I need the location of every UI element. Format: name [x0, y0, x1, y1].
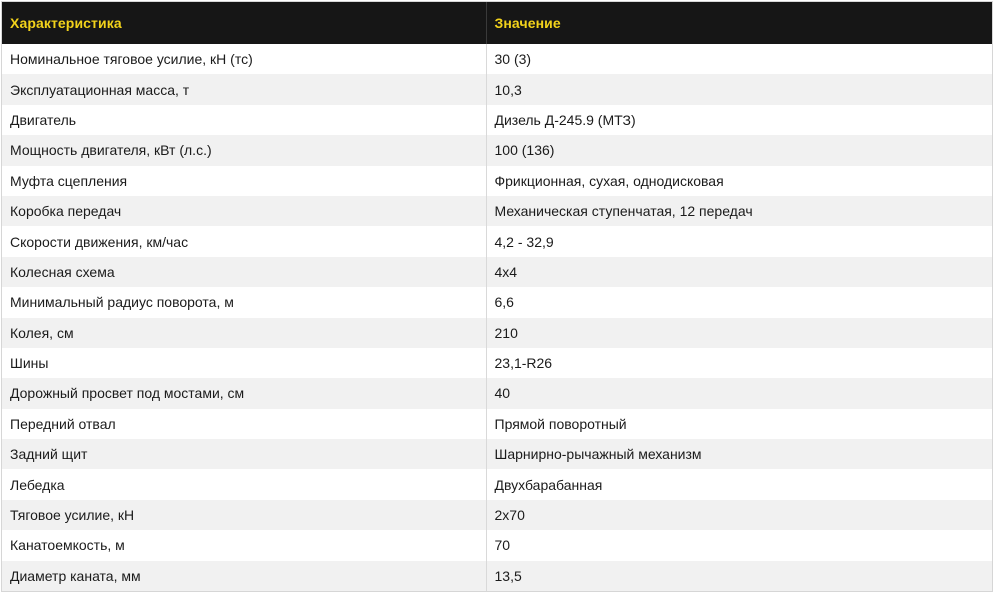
row-value: Двухбарабанная — [486, 469, 992, 499]
row-value: 40 — [486, 378, 992, 408]
row-characteristic: Тяговое усилие, кН — [2, 500, 486, 530]
row-characteristic: Дорожный просвет под мостами, см — [2, 378, 486, 408]
table-row — [2, 287, 992, 317]
row-value: 6,6 — [486, 287, 992, 317]
row-characteristic: Передний отвал — [2, 409, 486, 439]
table-row — [2, 469, 992, 499]
row-value: Шарнирно-рычажный механизм — [486, 439, 992, 469]
row-value: Прямой поворотный — [486, 409, 992, 439]
table-row — [2, 166, 992, 196]
table-body — [2, 44, 992, 591]
row-characteristic: Диаметр каната, мм — [2, 561, 486, 591]
row-characteristic: Муфта сцепления — [2, 166, 486, 196]
row-characteristic: Номинальное тяговое усилие, кН (тс) — [2, 44, 486, 74]
table-row — [2, 439, 992, 469]
row-characteristic: Скорости движения, км/час — [2, 226, 486, 256]
row-characteristic: Двигатель — [2, 105, 486, 135]
specifications-table-container — [1, 1, 993, 592]
table-row — [2, 74, 992, 104]
row-value: 70 — [486, 530, 992, 560]
header-row — [2, 2, 992, 44]
table-row — [2, 318, 992, 348]
row-value: 100 (136) — [486, 135, 992, 165]
row-characteristic: Канатоемкость, м — [2, 530, 486, 560]
row-characteristic: Эксплуатационная масса, т — [2, 74, 486, 104]
table-header — [2, 2, 992, 44]
row-value: 10,3 — [486, 74, 992, 104]
row-value: Механическая ступенчатая, 12 передач — [486, 196, 992, 226]
row-value: 23,1-R26 — [486, 348, 992, 378]
table-row — [2, 105, 992, 135]
header-characteristic: Характеристика — [2, 2, 486, 44]
row-value: 13,5 — [486, 561, 992, 591]
row-characteristic: Лебедка — [2, 469, 486, 499]
table-row — [2, 348, 992, 378]
row-value: 4,2 - 32,9 — [486, 226, 992, 256]
row-value: Фрикционная, сухая, однодисковая — [486, 166, 992, 196]
table-row — [2, 561, 992, 591]
row-characteristic: Колесная схема — [2, 257, 486, 287]
row-characteristic: Задний щит — [2, 439, 486, 469]
table-row — [2, 378, 992, 408]
header-value: Значение — [486, 2, 992, 44]
row-value: Дизель Д-245.9 (МТЗ) — [486, 105, 992, 135]
table-row — [2, 257, 992, 287]
table-row — [2, 226, 992, 256]
row-value: 30 (3) — [486, 44, 992, 74]
row-value: 4x4 — [486, 257, 992, 287]
row-characteristic: Шины — [2, 348, 486, 378]
table-row — [2, 44, 992, 74]
table-row — [2, 196, 992, 226]
specifications-table — [2, 2, 992, 591]
row-value: 210 — [486, 318, 992, 348]
row-value: 2x70 — [486, 500, 992, 530]
table-row — [2, 409, 992, 439]
row-characteristic: Минимальный радиус поворота, м — [2, 287, 486, 317]
table-row — [2, 530, 992, 560]
table-row — [2, 500, 992, 530]
row-characteristic: Мощность двигателя, кВт (л.с.) — [2, 135, 486, 165]
row-characteristic: Коробка передач — [2, 196, 486, 226]
row-characteristic: Колея, см — [2, 318, 486, 348]
table-row — [2, 135, 992, 165]
